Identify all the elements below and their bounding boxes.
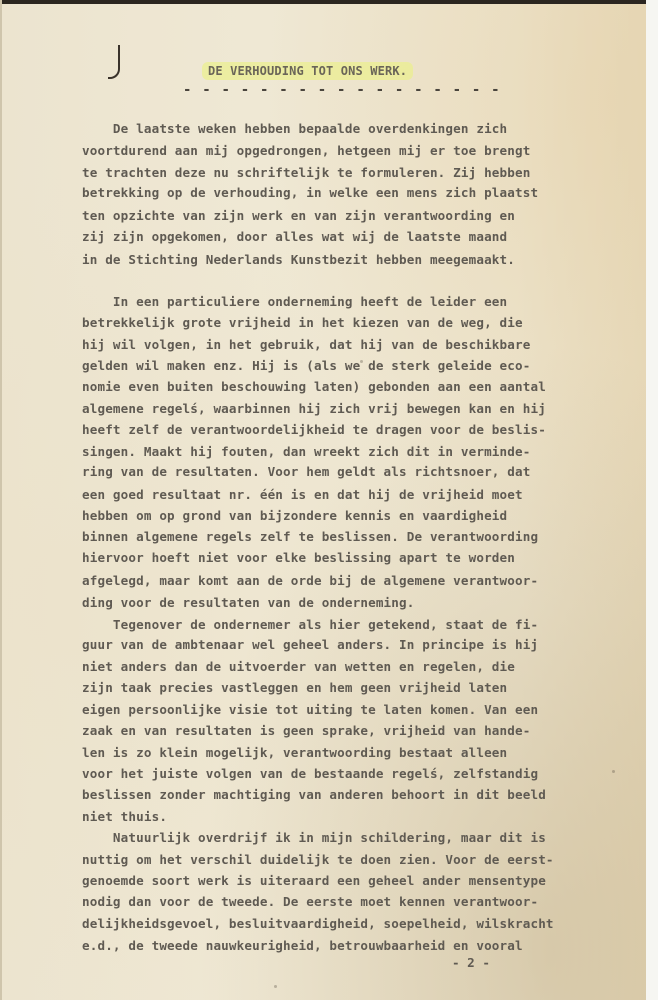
paper-speck: [360, 360, 363, 363]
text-line: betrekking op de verhouding, in welke een mens zich plaatst: [82, 185, 539, 200]
text-line: hiervoor hoeft niet voor elke beslissing apart te worden: [82, 550, 515, 565]
scan-background-strip: [646, 0, 658, 1000]
text-line: Natuurlijk overdrijf ik in mijn schildering, maar dit is: [82, 830, 546, 845]
text-line: nodig dan voor de tweede. De eerste moet kennen verantwoor-: [82, 894, 539, 909]
text-line: heeft zelf de verantwoordelijkheid te dragen voor de beslis-: [82, 422, 546, 437]
text-line: binnen algemene regels zelf te beslissen. De verantwoording: [82, 529, 539, 544]
text-line: guur van de ambtenaar wel geheel anders. In principe is hij: [82, 637, 539, 652]
document-title: DE VERHOUDING TOT ONS WERK.: [202, 62, 413, 80]
page-number: - 2 -: [452, 955, 490, 970]
text-line: betrekkelijk grote vrijheid in het kiezen van de weg, die: [82, 315, 523, 330]
text-line: niet thuis.: [82, 809, 168, 824]
text-line: eigen persoonlijke visie tot uiting te laten komen. Van een: [82, 702, 539, 717]
text-line: Tegenover de ondernemer als hier getekend, staat de fi-: [82, 617, 539, 632]
text-line: beslissen zonder machtiging van anderen behoort in dit beeld: [82, 787, 546, 802]
text-line: voor het juiste volgen van de bestaande regelś, zelfstandig: [82, 766, 539, 781]
text-line: genoemde soort werk is uiteraard een geheel ander mensentype: [82, 873, 546, 888]
text-line: zaak en van resultaten is geen sprake, vrijheid van hande-: [82, 723, 531, 738]
paper-left-edge: [0, 0, 2, 1000]
text-line: een goed resultaat nr. één is en dat hij de vrijheid moet: [82, 487, 523, 502]
text-line: nuttig om het verschil duidelijk te doen zien. Voor de eerst-: [82, 852, 554, 867]
text-line: ring van de resultaten. Voor hem geldt als richtsnoer, dat: [82, 464, 531, 479]
text-line: zijn taak precies vastleggen en hem geen vrijheid laten: [82, 680, 508, 695]
text-line: algemene regelś, waarbinnen hij zich vrij bewegen kan en hij: [82, 401, 546, 416]
text-line: ten opzichte van zijn werk en van zijn verantwoording en: [82, 208, 515, 223]
text-line: afgelegd, maar komt aan de orde bij de algemene verantwoor-: [82, 573, 539, 588]
paper-speck: [612, 770, 615, 773]
ink-hook-mark: [108, 45, 120, 79]
text-line: e.d., de tweede nauwkeurigheid, betrouwbaarheid en vooral: [82, 938, 523, 953]
text-line: len is zo klein mogelijk, verantwoording bestaat alleen: [82, 745, 508, 760]
text-line: niet anders dan de uitvoerder van wetten en regelen, die: [82, 659, 515, 674]
text-line: in de Stichting Nederlands Kunstbezit hebben meegemaakt.: [82, 252, 515, 267]
text-line: hij wil volgen, in het gebruik, dat hij van de beschikbare: [82, 337, 531, 352]
scan-top-border: [0, 0, 646, 4]
text-line: De laatste weken hebben bepaalde overdenkingen zich: [82, 121, 508, 136]
text-line: gelden wil maken enz. Hij is (als we de sterk geleide eco-: [82, 358, 531, 373]
text-line: hebben om op grond van bijzondere kennis en vaardigheid: [82, 508, 508, 523]
text-line: ding voor de resultaten van de onderneming.: [82, 595, 415, 610]
text-line: delijkheidsgevoel, besluitvaardigheid, soepelheid, wilskracht: [82, 916, 554, 931]
text-line: voortdurend aan mij opgedrongen, hetgeen mij er toe brengt: [82, 143, 531, 158]
title-dashed-underline: - - - - - - - - - - - - - - - - -: [183, 82, 501, 98]
text-line: te trachten deze nu schriftelijk te formuleren. Zij hebben: [82, 165, 531, 180]
paper-speck: [274, 985, 277, 988]
text-line: singen. Maakt hij fouten, dan wreekt zich dit in verminde-: [82, 444, 531, 459]
text-line: zij zijn opgekomen, door alles wat wij de laatste maand: [82, 229, 508, 244]
text-line: nomie even buiten beschouwing laten) gebonden aan een aantal: [82, 379, 546, 394]
text-line: In een particuliere onderneming heeft de leider een: [82, 294, 508, 309]
